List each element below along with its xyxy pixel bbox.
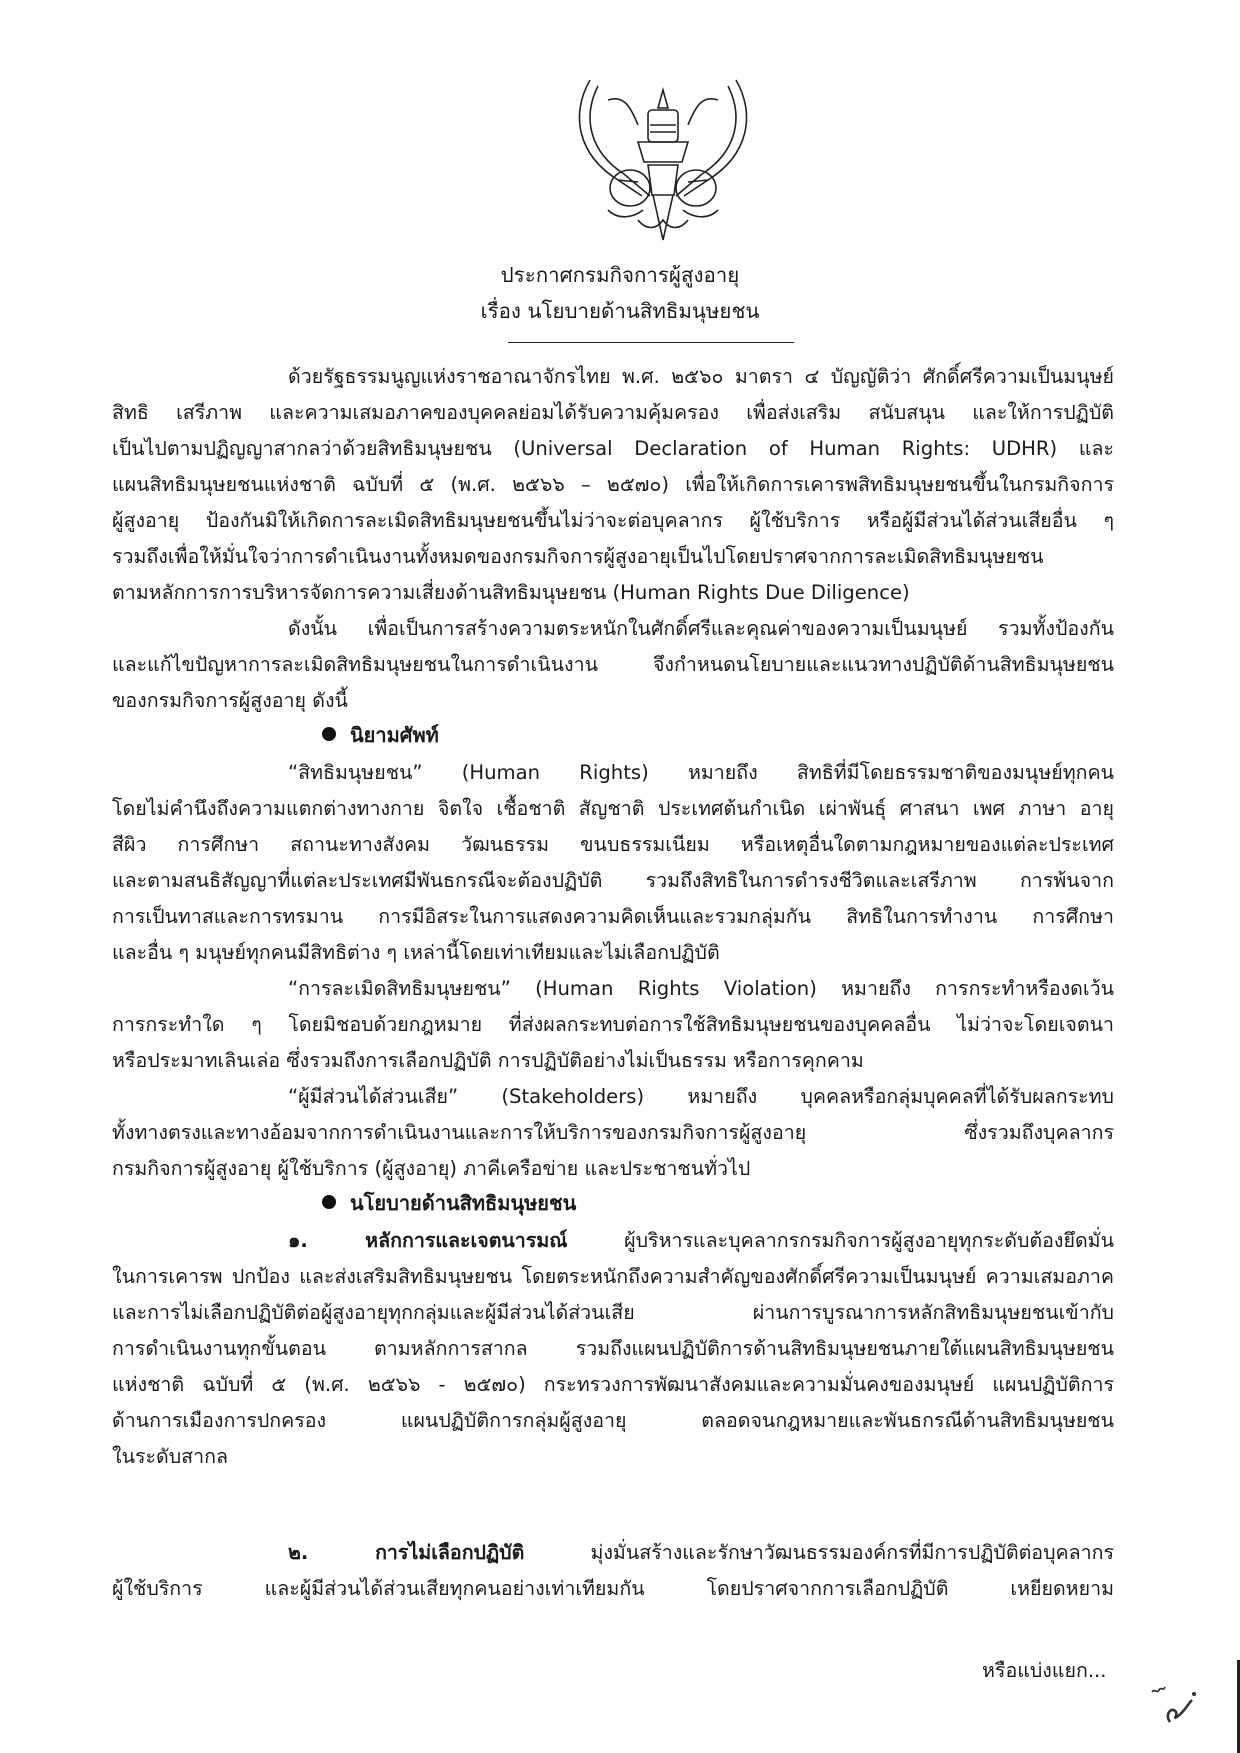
preamble-line: ตามหลักการการบริหารจัดการความเสี่ยงด้านสิทธิมนุษยชน (Human Rights Due Diligence) bbox=[112, 581, 910, 604]
announcement-title: ประกาศกรมกิจการผู้สูงอายุ bbox=[500, 263, 740, 287]
definition-line: โดยไม่คำนึงถึงความแตกต่างทางกาย จิตใจ เชื้อชาติ สัญชาติ ประเทศต้นกำเนิด เผ่าพันธุ์ ศาสนา เพศ ภาษา อายุ bbox=[112, 797, 1114, 820]
policy-item-text: มุ่งมั่นสร้างและรักษาวัฒนธรรมองค์กรที่มีการปฏิบัติต่อบุคลากร bbox=[524, 1541, 1115, 1564]
preamble-line: ผู้สูงอายุ ป้องกันมิให้เกิดการละเมิดสิทธิมนุษยชนขึ้นไม่ว่าจะต่อบุคลากร ผู้ใช้บริการ หรือผู้มีส่วนได้ส่วนเสียอื่น ๆ bbox=[112, 509, 1114, 532]
section-heading-label: นิยามศัพท์ bbox=[350, 723, 439, 747]
policy-line: การดำเนินงานทุกขั้นตอน ตามหลักการสากล รวมถึงแผนปฏิบัติการด้านสิทธิมนุษยชนภายใต้แผนสิทธิมนุษยชน bbox=[112, 1337, 1114, 1360]
definition-line: สีผิว การศึกษา สถานะทางสังคม วัฒนธรรม ขนบธรรมเนียม หรือเหตุอื่นใดตามกฎหมายของแต่ละประเทศ bbox=[112, 833, 1114, 856]
preamble-line: ด้วยรัฐธรรมนูญแห่งราชอาณาจักรไทย พ.ศ. ๒๕๖๐ มาตรา ๔ บัญญัติว่า ศักดิ์ศรีความเป็นมนุษย์ bbox=[288, 365, 1114, 388]
preamble-line: รวมถึงเพื่อให้มั่นใจว่าการดำเนินงานทั้งหมดของกรมกิจการผู้สูงอายุเป็นไปโดยปราศจากการละเมิดสิทธิมนุษยชน bbox=[112, 545, 1044, 568]
definition-line: “สิทธิมนุษยชน” (Human Rights) หมายถึง สิทธิที่มีโดยธรรมชาติของมนุษย์ทุกคน bbox=[288, 761, 1114, 784]
policy-line: ผู้ใช้บริการ และผู้มีส่วนได้ส่วนเสียทุกคนอย่างเท่าเทียมกัน โดยปราศจากการเลือกปฏิบัติ เหยียดหยาม bbox=[112, 1577, 1114, 1600]
policy-item-2 bbox=[288, 1536, 1114, 1570]
section-heading-definitions bbox=[322, 718, 439, 752]
policy-item-text: ผู้บริหารและบุคลากรกรมกิจการผู้สูงอายุทุกระดับต้องยึดมั่น bbox=[567, 1229, 1114, 1252]
policy-item-title: ๒. การไม่เลือกปฏิบัติ bbox=[288, 1541, 525, 1564]
bullet-icon bbox=[322, 727, 336, 741]
preamble-line: เป็นไปตามปฏิญญาสากลว่าด้วยสิทธิมนุษยชน (Universal Declaration of Human Rights: UDHR) และ bbox=[112, 437, 1114, 460]
definition-line: และตามสนธิสัญญาที่แต่ละประเทศมีพันธกรณีจะต้องปฏิบัติ รวมถึงสิทธิในการดำรงชีวิตและเสรีภาพ การพ้นจาก bbox=[112, 869, 1114, 892]
handwritten-initials-icon bbox=[1150, 1680, 1200, 1730]
policy-line: แห่งชาติ ฉบับที่ ๕ (พ.ศ. ๒๕๖๖ - ๒๕๗๐) กระทรวงการพัฒนาสังคมและความมั่นคงของมนุษย์ แผนปฏิบัติการ bbox=[112, 1373, 1114, 1396]
policy-line: ด้านการเมืองการปกครอง แผนปฏิบัติการกลุ่มผู้สูงอายุ ตลอดจนกฎหมายและพันธกรณีด้านสิทธิมนุษยชน bbox=[112, 1409, 1114, 1432]
preamble-line: สิทธิ เสรีภาพ และความเสมอภาคของบุคคลย่อมได้รับความคุ้มครอง เพื่อส่งเสริม สนับสนุน และให้การปฏิบัติ bbox=[112, 401, 1114, 424]
definition-line: และอื่น ๆ มนุษย์ทุกคนมีสิทธิต่าง ๆ เหล่านี้โดยเท่าเทียมและไม่เลือกปฏิบัติ bbox=[112, 941, 720, 964]
preamble-line: แผนสิทธิมนุษยชนแห่งชาติ ฉบับที่ ๕ (พ.ศ. ๒๕๖๖ – ๒๕๗๐) เพื่อให้เกิดการเคารพสิทธิมนุษยชนขึ้นในกรมกิจการ bbox=[112, 473, 1114, 496]
section-heading-label: นโยบายด้านสิทธิมนุษยชน bbox=[350, 1191, 577, 1215]
therefore-line: และแก้ไขปัญหาการละเมิดสิทธิมนุษยชนในการดำเนินงาน จึงกำหนดนโยบายและแนวทางปฏิบัติด้านสิทธิมนุษยชน bbox=[112, 653, 1114, 676]
bullet-icon bbox=[322, 1195, 336, 1209]
definition-line: หรือประมาทเลินเล่อ ซึ่งรวมถึงการเลือกปฏิบัติ การปฏิบัติอย่างไม่เป็นธรรม หรือการคุกคาม bbox=[112, 1049, 864, 1072]
definition-line: ทั้งทางตรงและทางอ้อมจากการดำเนินงานและการให้บริการของกรมกิจการผู้สูงอายุ ซึ่งรวมถึงบุคลากร bbox=[112, 1121, 1114, 1144]
definition-line: การกระทำใด ๆ โดยมิชอบด้วยกฎหมาย ที่ส่งผลกระทบต่อการใช้สิทธิมนุษยชนของบุคคลอื่น ไม่ว่าจะโดยเจตนา bbox=[112, 1013, 1114, 1036]
definition-line: “ผู้มีส่วนได้ส่วนเสีย” (Stakeholders) หมายถึง บุคคลหรือกลุ่มบุคคลที่ได้รับผลกระทบ bbox=[288, 1085, 1114, 1108]
garuda-emblem-icon bbox=[568, 70, 758, 245]
policy-item-1 bbox=[288, 1224, 1114, 1258]
definition-line: “การละเมิดสิทธิมนุษยชน” (Human Rights Violation) หมายถึง การกระทำหรืองดเว้น bbox=[288, 977, 1114, 1000]
policy-line: และการไม่เลือกปฏิบัติต่อผู้สูงอายุทุกกลุ่มและผู้มีส่วนได้ส่วนเสีย ผ่านการบูรณาการหลักสิทธิมนุษยชนเข้ากับ bbox=[112, 1301, 1114, 1324]
title-divider bbox=[508, 342, 794, 343]
announcement-subject: เรื่อง นโยบายด้านสิทธิมนุษยชน bbox=[480, 299, 760, 323]
policy-item-title: ๑. หลักการและเจตนารมณ์ bbox=[288, 1229, 568, 1252]
policy-line: ในระดับสากล bbox=[112, 1445, 229, 1468]
definition-line: กรมกิจการผู้สูงอายุ ผู้ใช้บริการ (ผู้สูงอายุ) ภาคีเครือข่าย และประชาชนทั่วไป bbox=[112, 1157, 751, 1180]
policy-line: ในการเคารพ ปกป้อง และส่งเสริมสิทธิมนุษยชน โดยตระหนักถึงความสำคัญของศักดิ์ศรีความเป็นมนุษย์ ความเสมอภาค bbox=[112, 1265, 1114, 1288]
page-continuation: หรือแบ่งแยก... bbox=[982, 1659, 1107, 1682]
section-heading-policy bbox=[322, 1186, 576, 1220]
definition-line: การเป็นทาสและการทรมาน การมีอิสระในการแสดงความคิดเห็นและรวมกลุ่มกัน สิทธิในการทำงาน การศึกษา bbox=[112, 905, 1114, 928]
therefore-line: ของกรมกิจการผู้สูงอายุ ดังนี้ bbox=[112, 689, 348, 712]
therefore-line: ดังนั้น เพื่อเป็นการสร้างความตระหนักในศักดิ์ศรีและคุณค่าของความเป็นมนุษย์ รวมทั้งป้องกัน bbox=[288, 617, 1114, 640]
